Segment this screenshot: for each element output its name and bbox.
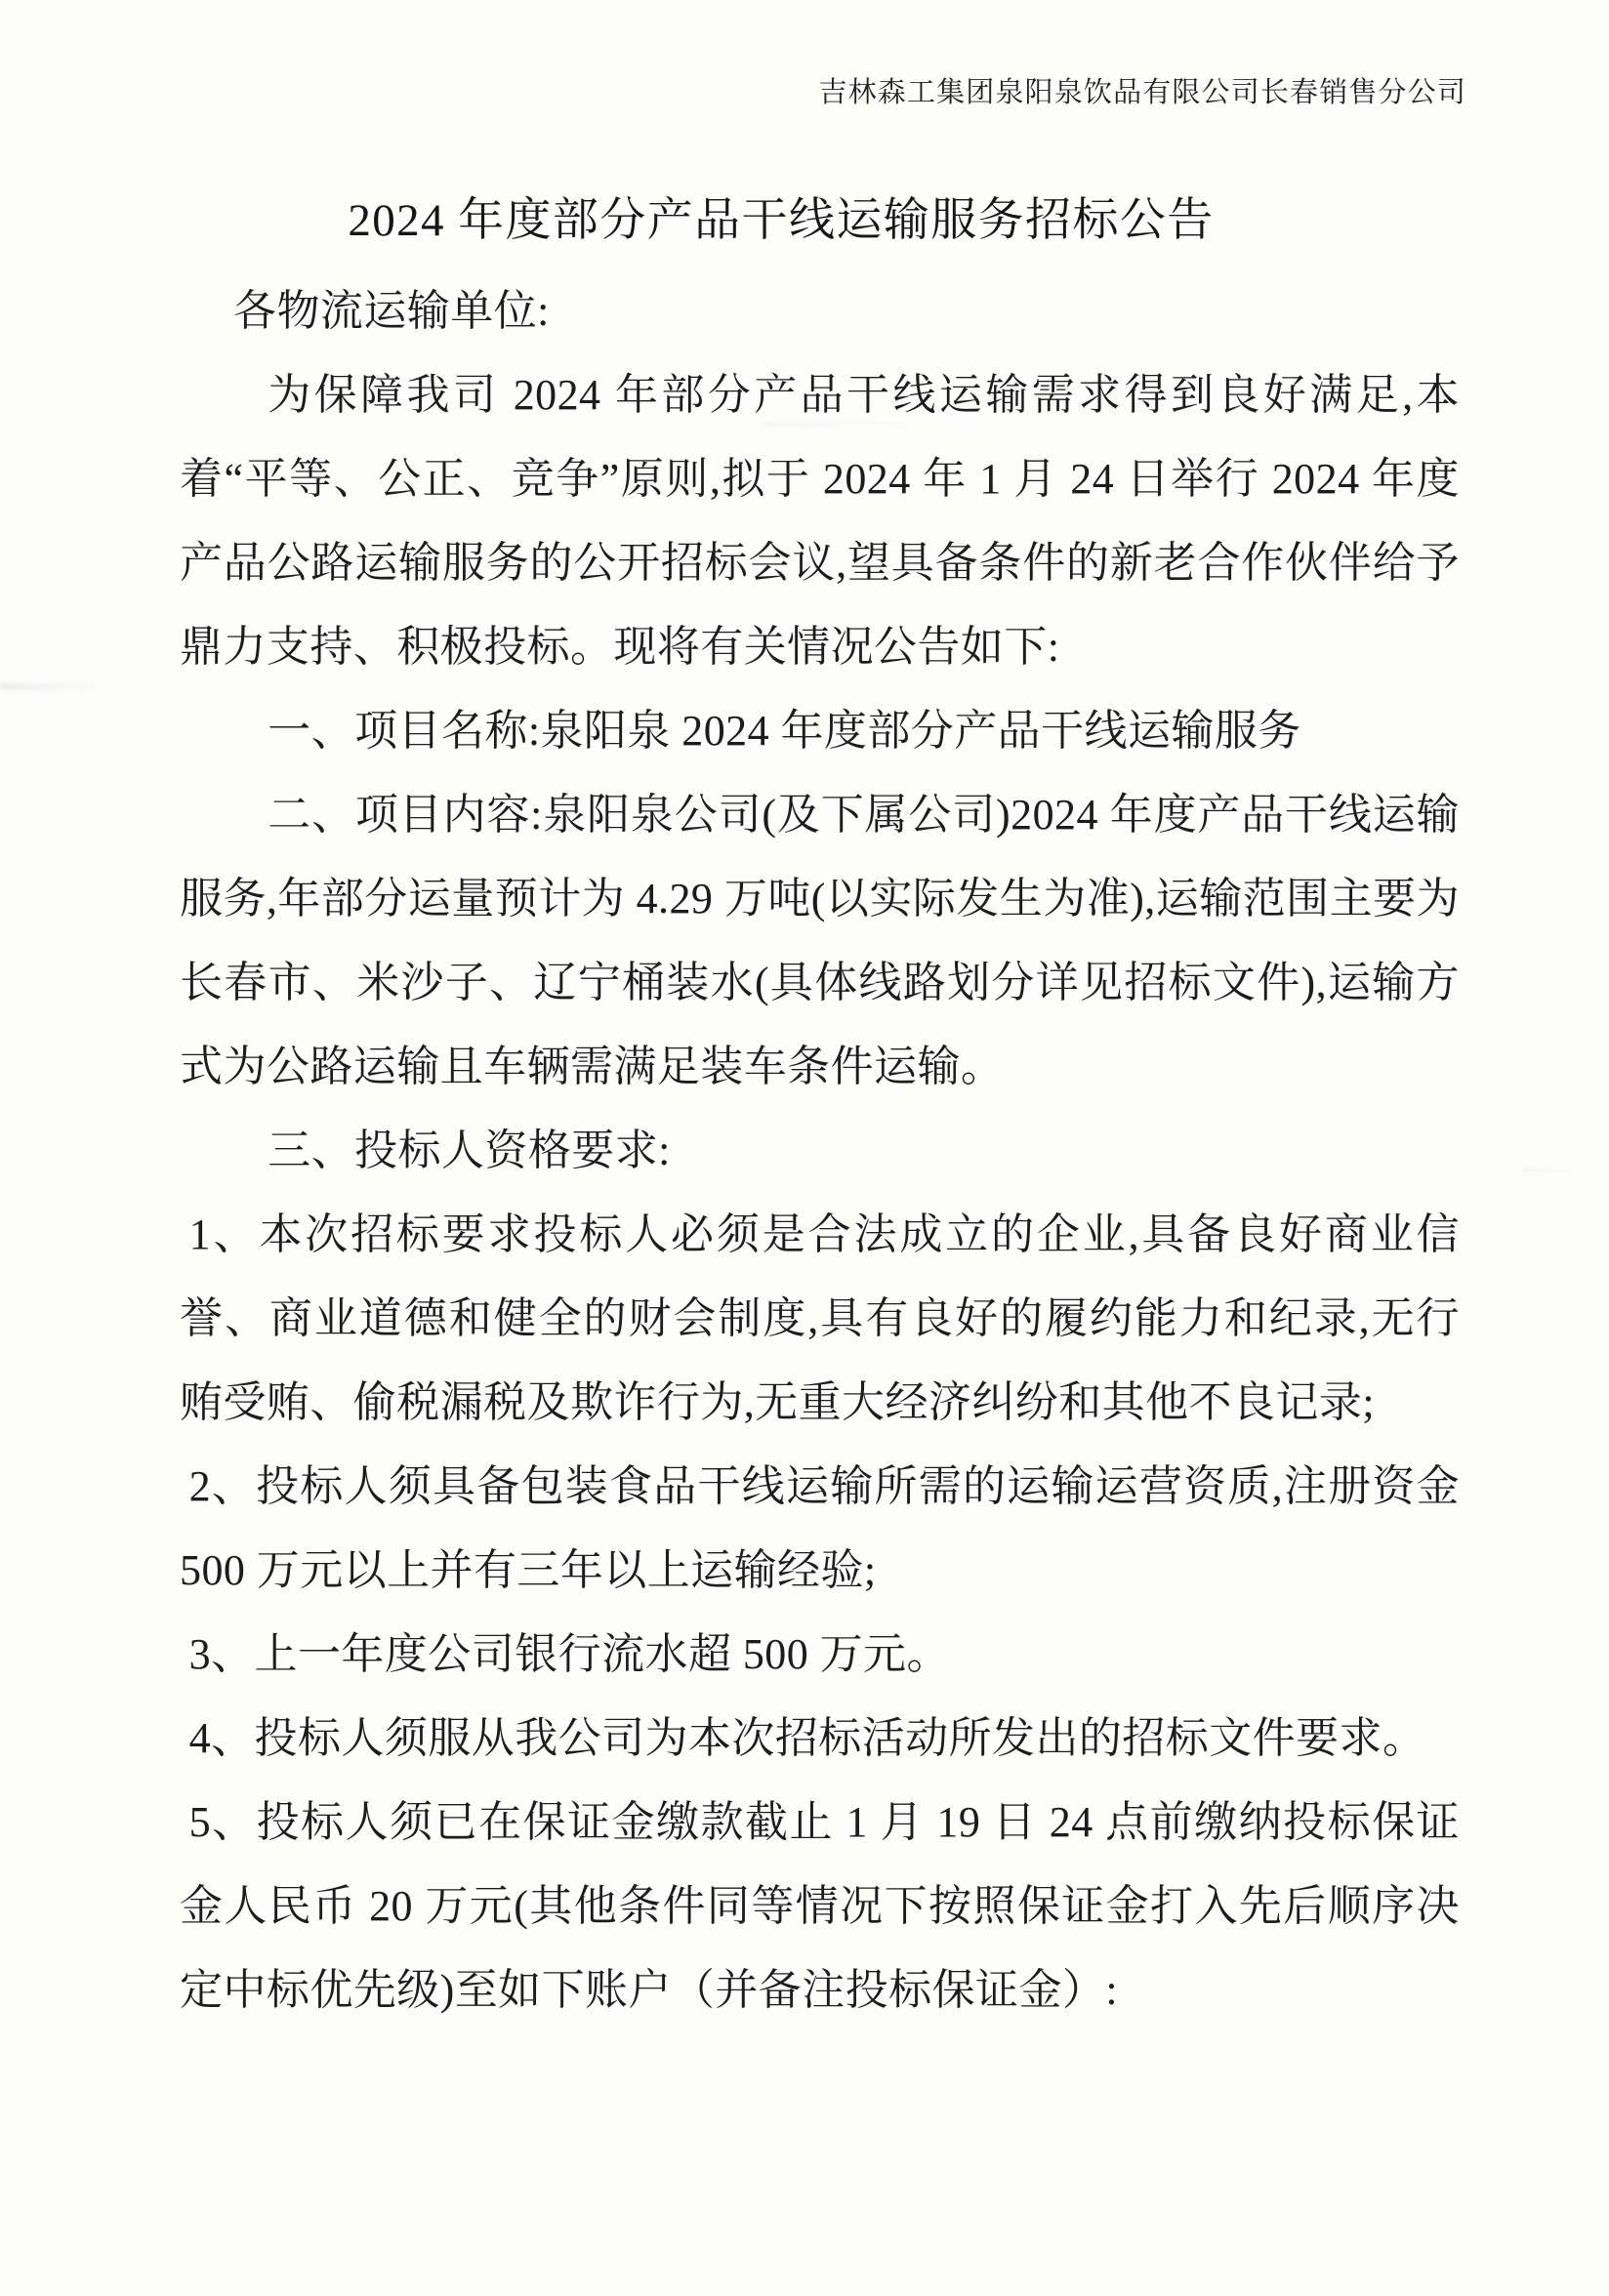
company-header: 吉林森工集团泉阳泉饮品有限公司长春销售分公司 bbox=[818, 77, 1466, 108]
section-3-bidder-qualifications-heading: 三、投标人资格要求: bbox=[268, 1127, 671, 1174]
qualification-item-4: 4、投标人须服从我公司为本次招标活动所发出的招标文件要求。 bbox=[188, 1714, 1426, 1762]
qualification-item-2: 2、投标人须具备包装食品干线运输所需的运输运营资质,注册资金 500 万元以上并有三年以上运输经验; bbox=[180, 1462, 1460, 1594]
intro-paragraph: 为保障我司 2024 年部分产品干线运输需求得到良好满足,本着“平等、公正、竞争”原则,拟于 2024 年 1 月 24 日举行 2024 年度产品公路运输服务的公开招标会议,望具备条件的新老合作伙伴给予鼎力支持、积极投标。现将有关情况公告如下: bbox=[180, 371, 1460, 671]
section-1-project-name: 一、项目名称:泉阳泉 2024 年度部分产品干线运输服务 bbox=[268, 707, 1301, 755]
section-2-project-content: 二、项目内容:泉阳泉公司(及下属公司)2024 年度产品干线运输服务,年部分运量预计为 4.29 万吨(以实际发生为准),运输范围主要为长春市、米沙子、辽宁桶装水(具体线路划分详见招标文件),运输方式为公路运输且车辆需满足装车条件运输。 bbox=[180, 791, 1460, 1090]
scan-artifact bbox=[1523, 1168, 1609, 1172]
salutation: 各物流运输单位: bbox=[233, 287, 550, 335]
qualification-item-1: 1、本次招标要求投标人必须是合法成立的企业,具备良好商业信誉、商业道德和健全的财会制度,具有良好的履约能力和纪录,无行贿受贿、偷税漏税及欺诈行为,无重大经济纠纷和其他不良记录; bbox=[180, 1210, 1460, 1426]
scan-artifact bbox=[0, 683, 117, 690]
qualification-item-3: 3、上一年度公司银行流水超 500 万元。 bbox=[188, 1630, 950, 1678]
qualification-item-5: 5、投标人须已在保证金缴款截止 1 月 19 日 24 点前缴纳投标保证金人民币 20 万元(其他条件同等情况下按照保证金打入先后顺序决定中标优先级)至如下账户（并备注投标保证金）: bbox=[180, 1798, 1460, 2014]
document-body bbox=[180, 269, 1460, 2032]
page-title: 2024 年度部分产品干线运输服务招标公告 bbox=[348, 195, 1215, 246]
